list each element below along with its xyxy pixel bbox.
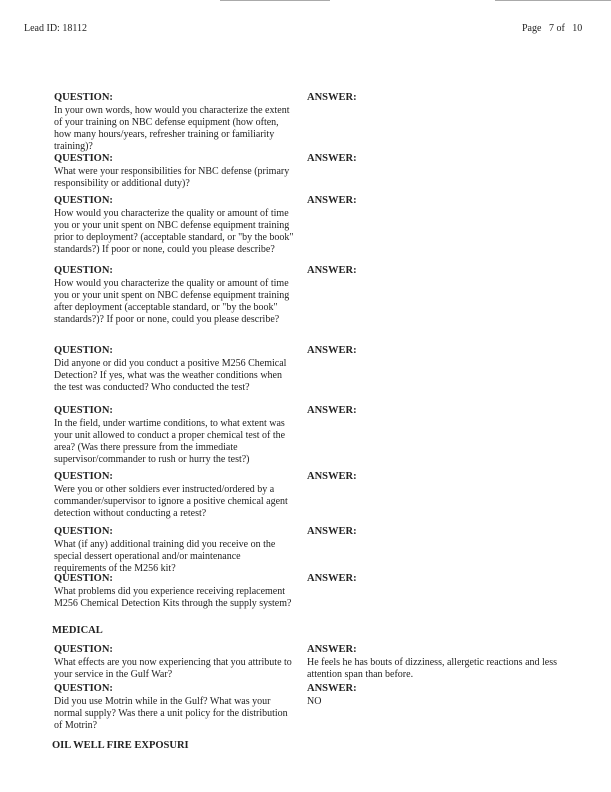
question-label: QUESTION: <box>54 644 113 655</box>
answer-block <box>307 345 557 358</box>
answer-label: ANSWER: <box>307 405 357 416</box>
answer-text: He feels he has bouts of dizziness, allergetic reactions and less attention span than before. <box>307 657 558 680</box>
answer-block <box>307 471 557 484</box>
answer-label: ANSWER: <box>307 526 357 537</box>
answer-block <box>307 526 557 539</box>
answer-text: NO <box>307 696 322 707</box>
question-text: In your own words, how would you characterize the extent of your training on NBC defense equipment (how often, how many hours/years, refresher training or familiarity training)? <box>54 105 290 152</box>
answer-block <box>307 92 557 105</box>
section-oil-well-fire: OIL WELL FIRE EXPOSURI <box>52 740 189 751</box>
question-label: QUESTION: <box>54 153 113 164</box>
question-label: QUESTION: <box>54 265 113 276</box>
question-text: What effects are you now experiencing that you attribute to your service in the Gulf War? <box>54 657 292 680</box>
question-block <box>54 683 294 732</box>
question-text: In the field, under wartime conditions, to what extent was your unit allowed to conduct a proper chemical test of the area? (Was there pressure from the immediate supervisor/commander to rush or hurry the test?) <box>54 418 286 465</box>
question-block <box>54 153 294 190</box>
section-medical: MEDICAL <box>52 625 103 636</box>
answer-block <box>307 683 557 708</box>
answer-label: ANSWER: <box>307 573 357 584</box>
question-text: Did anyone or did you conduct a positive M256 Chemical Detection? If yes, what was the weather conditions when the test was conducted? Who conducted the test? <box>54 358 287 393</box>
answer-block <box>307 195 557 208</box>
answer-label: ANSWER: <box>307 644 357 655</box>
question-block <box>54 573 294 610</box>
answer-block <box>307 405 557 418</box>
answer-label: ANSWER: <box>307 92 357 103</box>
question-text: How would you characterize the quality or amount of time you or your unit spent on NBC defense equipment training prior to deployment? (acceptable standard, or "by the book" standards?) If poor or none, could you please describe? <box>54 208 294 255</box>
question-text: What were your responsibilities for NBC defense (primary responsibility or additional duty)? <box>54 166 290 189</box>
question-block <box>54 345 294 394</box>
question-block <box>54 644 294 681</box>
page-number: Page 7 of 10 <box>522 23 583 34</box>
question-block <box>54 92 294 153</box>
question-label: QUESTION: <box>54 405 113 416</box>
lead-id: Lead ID: 18112 <box>24 23 87 34</box>
answer-block <box>307 644 557 681</box>
answer-block <box>307 265 557 278</box>
question-text: What (if any) additional training did you receive on the special dessert operational and/or maintenance requirements of the M256 kit? <box>54 539 276 574</box>
question-text: What problems did you experience receiving replacement M256 Chemical Detection Kits through the supply system? <box>54 586 292 609</box>
scan-artifact <box>495 0 611 1</box>
question-label: QUESTION: <box>54 345 113 356</box>
question-label: QUESTION: <box>54 92 113 103</box>
question-label: QUESTION: <box>54 683 113 694</box>
question-label: QUESTION: <box>54 573 113 584</box>
question-label: QUESTION: <box>54 471 113 482</box>
scan-artifact <box>220 0 330 1</box>
answer-label: ANSWER: <box>307 683 357 694</box>
answer-block <box>307 573 557 586</box>
question-text: Were you or other soldiers ever instructed/ordered by a commander/supervisor to ignore a positive chemical agent detection without conducting a retest? <box>54 484 288 519</box>
question-block <box>54 265 294 326</box>
question-text: Did you use Motrin while in the Gulf? What was your normal supply? Was there a unit policy for the distribution of Motrin? <box>54 696 288 731</box>
question-block <box>54 405 294 466</box>
answer-label: ANSWER: <box>307 195 357 206</box>
question-label: QUESTION: <box>54 195 113 206</box>
answer-label: ANSWER: <box>307 345 357 356</box>
answer-label: ANSWER: <box>307 471 357 482</box>
question-block <box>54 526 294 575</box>
question-block <box>54 471 294 520</box>
answer-label: ANSWER: <box>307 265 357 276</box>
question-block <box>54 195 294 256</box>
answer-block <box>307 153 557 166</box>
question-label: QUESTION: <box>54 526 113 537</box>
question-text: How would you characterize the quality or amount of time you or your unit spent on NBC defense equipment training after deployment (acceptable standard, or "by the book" standards?)? If poor or none, could you please describe? <box>54 278 290 325</box>
answer-label: ANSWER: <box>307 153 357 164</box>
